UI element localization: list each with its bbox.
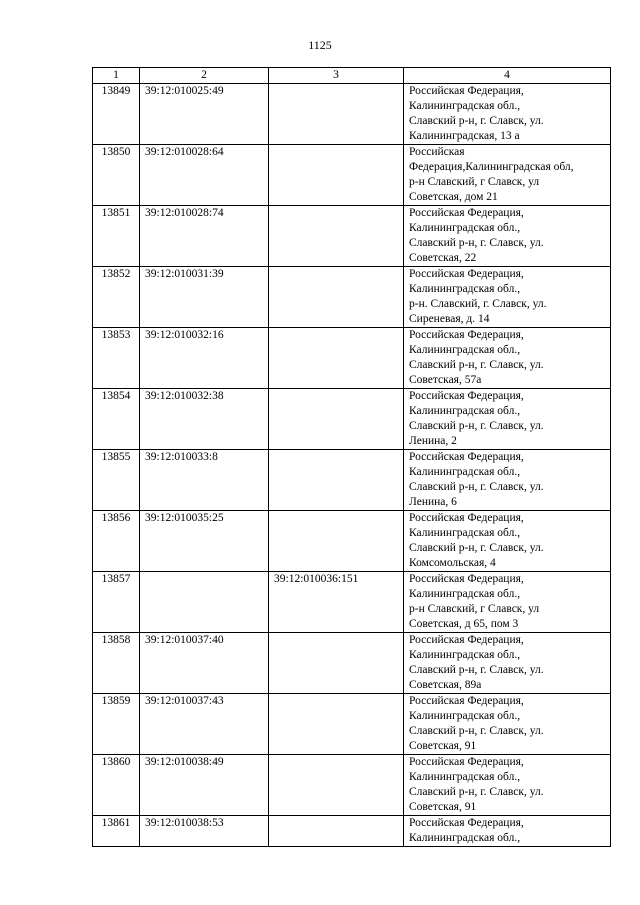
object-cadastral-number-cell	[269, 511, 404, 572]
record-number-cell: 13855	[93, 450, 140, 511]
object-cadastral-number-cell	[269, 389, 404, 450]
column-header-1: 1	[93, 68, 140, 84]
table-row	[93, 267, 611, 328]
page-number: 1125	[308, 38, 332, 52]
table-row	[93, 328, 611, 389]
record-number-cell: 13854	[93, 389, 140, 450]
table-row	[93, 145, 611, 206]
table-row	[93, 389, 611, 450]
table-row	[93, 755, 611, 816]
object-cadastral-number-cell	[269, 206, 404, 267]
address-cell: Российская Федерация, Калининградская обл., Славский р-н, г. Славск, ул. Советская, 91	[404, 755, 611, 816]
table-row	[93, 633, 611, 694]
land-cadastral-number-cell: 39:12:010032:38	[140, 389, 269, 450]
address-cell: Российская Федерация, Калининградская обл., Славский р-н, г. Славск, ул. Советская, 91	[404, 694, 611, 755]
address-cell: Российская Федерация, Калининградская обл., р-н Славский, г Славск, ул Советская, д 65, пом 3	[404, 572, 611, 633]
record-number-cell: 13860	[93, 755, 140, 816]
record-number-cell: 13859	[93, 694, 140, 755]
object-cadastral-number-cell	[269, 755, 404, 816]
land-cadastral-number-cell: 39:12:010031:39	[140, 267, 269, 328]
record-number-cell: 13853	[93, 328, 140, 389]
address-cell: Российская Федерация, Калининградская обл., Славский р-н, г. Славск, ул. Калининградская, 13 а	[404, 84, 611, 145]
land-cadastral-number-cell: 39:12:010037:43	[140, 694, 269, 755]
address-cell: Российская Федерация, Калининградская обл.,	[404, 816, 611, 847]
table-row	[93, 450, 611, 511]
table-row	[93, 694, 611, 755]
address-cell: Российская Федерация, Калининградская обл., Славский р-н, г. Славск, ул. Ленина, 6	[404, 450, 611, 511]
object-cadastral-number-cell	[269, 267, 404, 328]
column-header-3: 3	[269, 68, 404, 84]
record-number-cell: 13851	[93, 206, 140, 267]
record-number-cell: 13856	[93, 511, 140, 572]
column-header-4: 4	[404, 68, 611, 84]
land-cadastral-number-cell: 39:12:010038:49	[140, 755, 269, 816]
record-number-cell: 13849	[93, 84, 140, 145]
address-cell: Российская Федерация, Калининградская обл., Славский р-н, г. Славск, ул. Советская, 22	[404, 206, 611, 267]
registry-table-body	[93, 84, 611, 847]
object-cadastral-number-cell	[269, 633, 404, 694]
address-cell: Российская Федерация, Калининградская обл., Славский р-н, г. Славск, ул. Советская, 57а	[404, 328, 611, 389]
record-number-cell: 13850	[93, 145, 140, 206]
table-row	[93, 511, 611, 572]
registry-table	[92, 67, 611, 847]
record-number-cell: 13852	[93, 267, 140, 328]
object-cadastral-number-cell	[269, 450, 404, 511]
land-cadastral-number-cell: 39:12:010037:40	[140, 633, 269, 694]
object-cadastral-number-cell	[269, 328, 404, 389]
record-number-cell: 13861	[93, 816, 140, 847]
object-cadastral-number-cell: 39:12:010036:151	[269, 572, 404, 633]
address-cell: Российская Федерация,Калининградская обл, р-н Славский, г Славск, ул Советская, дом 21	[404, 145, 611, 206]
land-cadastral-number-cell: 39:12:010032:16	[140, 328, 269, 389]
object-cadastral-number-cell	[269, 694, 404, 755]
address-cell: Российская Федерация, Калининградская обл., Славский р-н, г. Славск, ул. Ленина, 2	[404, 389, 611, 450]
table-row	[93, 816, 611, 847]
object-cadastral-number-cell	[269, 816, 404, 847]
address-cell: Российская Федерация, Калининградская обл., Славский р-н, г. Славск, ул. Советская, 89а	[404, 633, 611, 694]
column-header-2: 2	[140, 68, 269, 84]
land-cadastral-number-cell: 39:12:010038:53	[140, 816, 269, 847]
land-cadastral-number-cell: 39:12:010033:8	[140, 450, 269, 511]
object-cadastral-number-cell	[269, 145, 404, 206]
land-cadastral-number-cell: 39:12:010025:49	[140, 84, 269, 145]
land-cadastral-number-cell	[140, 572, 269, 633]
table-row	[93, 572, 611, 633]
address-cell: Российская Федерация, Калининградская обл., р-н. Славский, г. Славск, ул. Сиреневая, д. 14	[404, 267, 611, 328]
record-number-cell: 13857	[93, 572, 140, 633]
land-cadastral-number-cell: 39:12:010028:74	[140, 206, 269, 267]
object-cadastral-number-cell	[269, 84, 404, 145]
table-row	[93, 84, 611, 145]
address-cell: Российская Федерация, Калининградская обл., Славский р-н, г. Славск, ул. Комсомольская, 4	[404, 511, 611, 572]
record-number-cell: 13858	[93, 633, 140, 694]
land-cadastral-number-cell: 39:12:010028:64	[140, 145, 269, 206]
land-cadastral-number-cell: 39:12:010035:25	[140, 511, 269, 572]
table-row	[93, 206, 611, 267]
table-header-row	[93, 68, 611, 84]
